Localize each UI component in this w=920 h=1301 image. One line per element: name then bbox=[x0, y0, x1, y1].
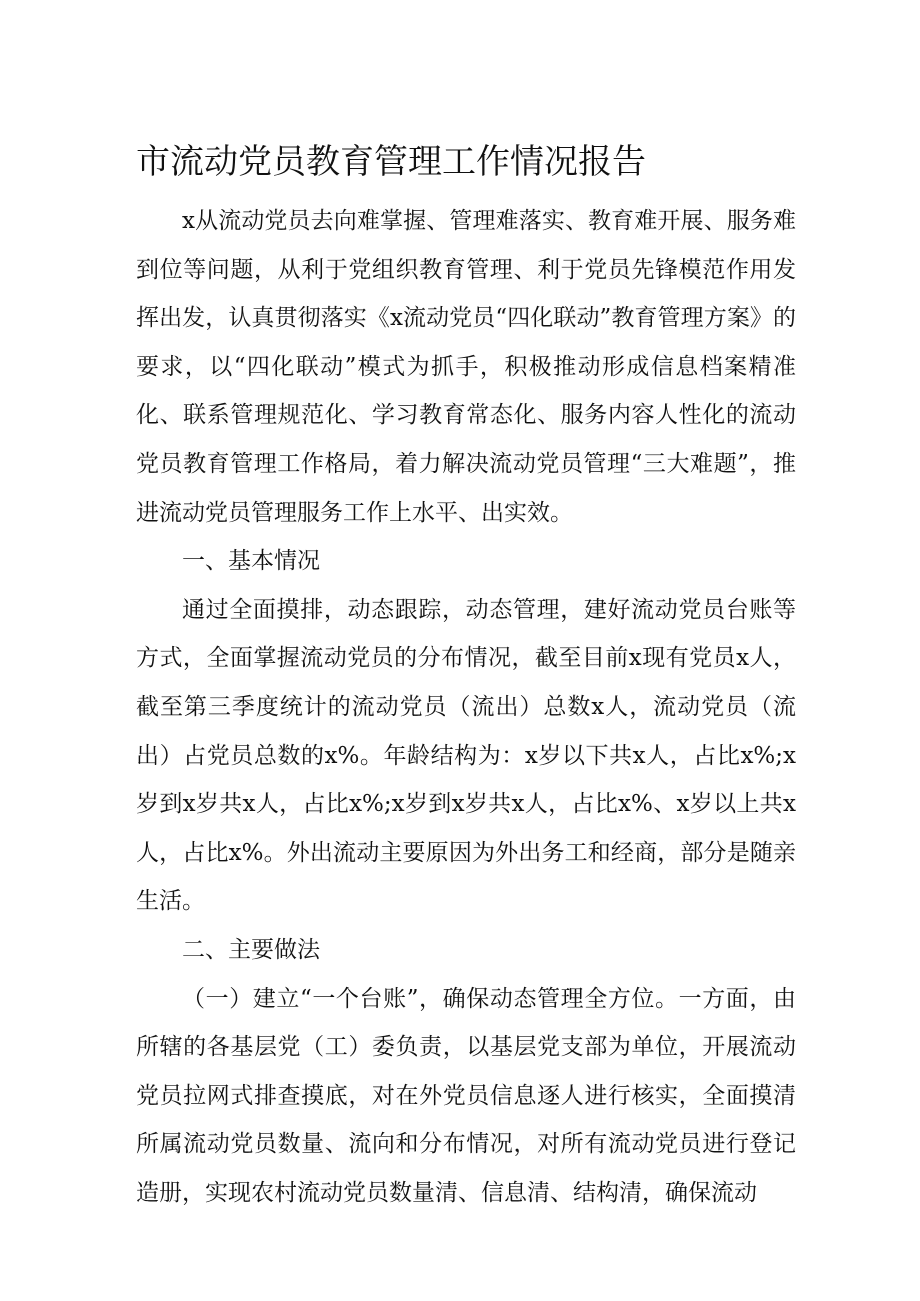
section-heading-basic-situation: 一、基本情况 bbox=[182, 548, 320, 575]
intro-paragraph: x从流动党员去向难掌握、管理难落实、教育难开展、服务难到位等问题，从利于党组织教育管理、利于党员先锋模范作用发挥出发，认真贯彻落实《x流动党员“四化联动”教育管理方案》的要求，以“四化联动”模式为抓手，积极推动形成信息档案精准化、联系管理规范化、学习教育常态化、服务内容人性化的流动党员教育管理工作格局，着力解决流动党员管理“三大难题”，推进流动党员管理服务工作上水平、出实效。 bbox=[136, 208, 796, 526]
section-heading-main-practices: 二、主要做法 bbox=[182, 936, 320, 963]
document-title: 市流动党员教育管理工作情况报告 bbox=[136, 142, 646, 182]
main-practices-paragraph: （一）建立“一个台账”，确保动态管理全方位。一方面，由所辖的各基层党（工）委负责，以基层党支部为单位，开展流动党员拉网式排查摸底，对在外党员信息逐人进行核实，全面摸清所属流动党员数量、流向和分布情况，对所有流动党员进行登记造册，实现农村流动党员数量清、信息清、结构清，确保流动 bbox=[136, 985, 796, 1206]
basic-situation-paragraph: 通过全面摸排，动态跟踪，动态管理，建好流动党员台账等方式，全面掌握流动党员的分布情况，截至目前x现有党员x人，截至第三季度统计的流动党员（流出）总数x人，流动党员（流出）占党员总数的x%。年龄结构为：x岁以下共x人，占比x%;x岁到x岁共x人，占比x%;x岁到x岁共x人，占比x%、x岁以上共x人，占比x%。外出流动主要原因为外出务工和经商，部分是随亲生活。 bbox=[136, 596, 796, 915]
document-body bbox=[136, 197, 796, 1217]
